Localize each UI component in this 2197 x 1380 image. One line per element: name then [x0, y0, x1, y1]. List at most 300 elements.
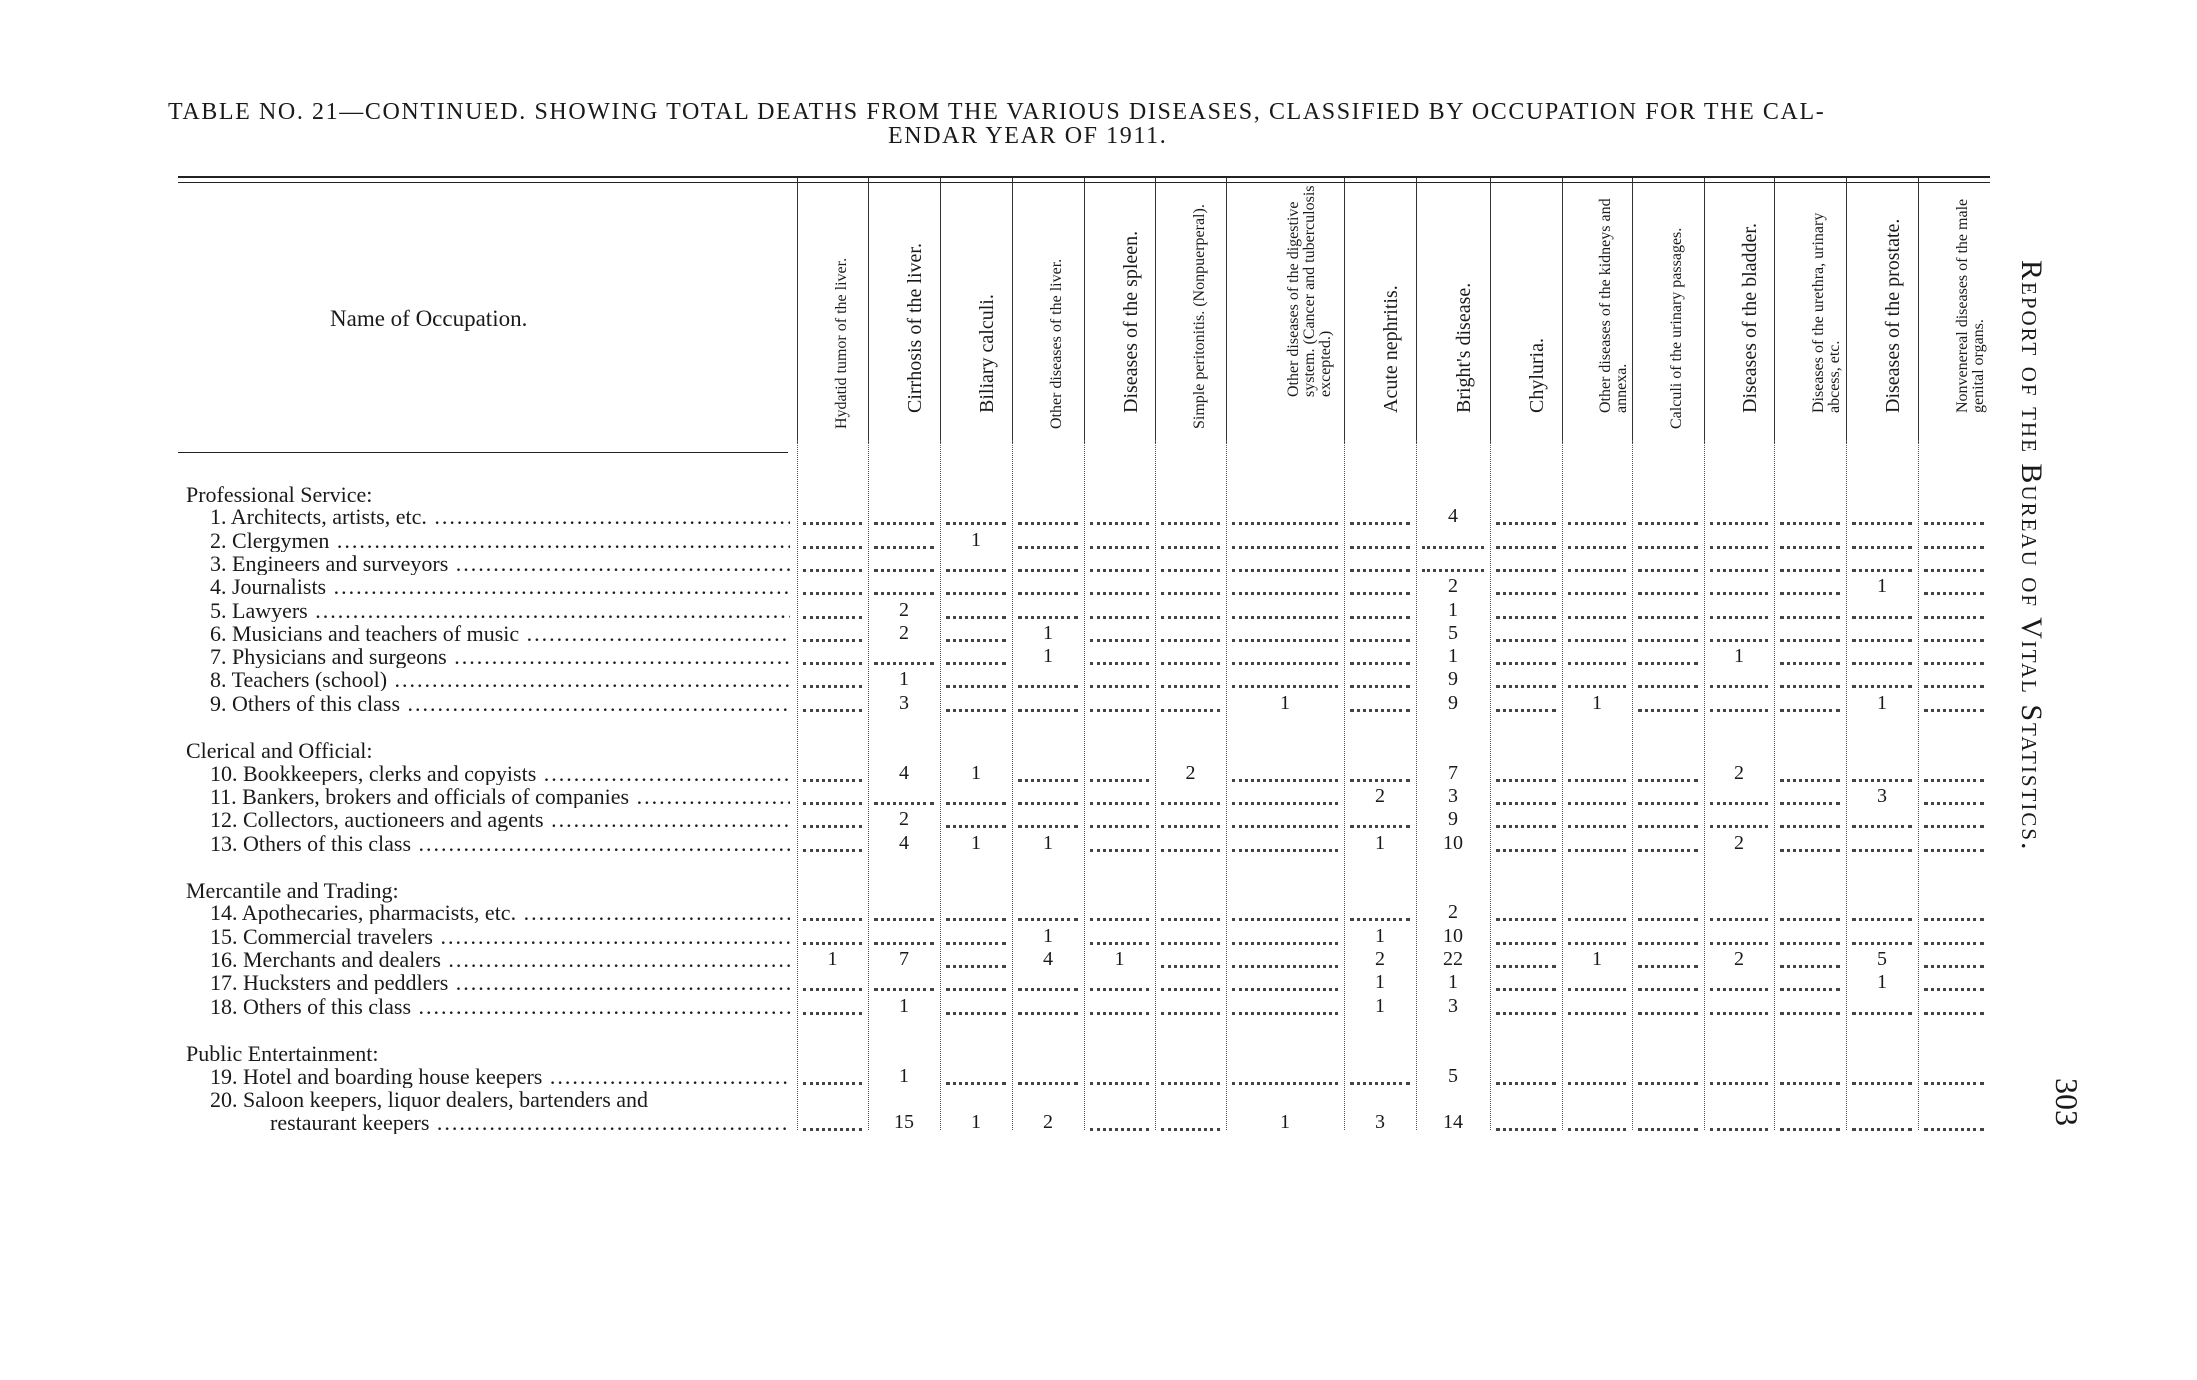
value-cell	[1852, 599, 1912, 619]
value-cell	[946, 785, 1006, 805]
value-cell	[1710, 1111, 1768, 1131]
value-cell	[946, 995, 1006, 1015]
value-cell	[874, 575, 934, 595]
table-row	[0, 762, 1990, 785]
column-header-label: Hydatid tumor of the liver.	[832, 257, 850, 429]
value-cell	[1568, 925, 1626, 945]
value-cell	[946, 948, 1006, 968]
value-cell	[1161, 971, 1220, 991]
value-cell	[1090, 1065, 1149, 1085]
value-cell	[1350, 692, 1410, 712]
value-cell	[803, 832, 862, 852]
value-cell: 2	[1375, 948, 1385, 970]
value-cell	[1638, 552, 1698, 572]
value-cell	[1350, 808, 1410, 828]
value-cell: 15	[894, 1111, 914, 1134]
value-cell	[1780, 645, 1840, 665]
value-cell	[1090, 808, 1149, 828]
value-cell	[1568, 645, 1626, 665]
value-cell	[1638, 925, 1698, 945]
value-cell	[1710, 995, 1768, 1015]
value-cell	[1710, 1065, 1768, 1085]
value-cell: 1	[899, 668, 909, 691]
value-cell	[1496, 808, 1556, 828]
occupation-label: 7. Physicians and surgeons .....	[210, 645, 790, 668]
value-cell	[803, 645, 862, 665]
value-cell	[1018, 762, 1078, 782]
column-header-label: Calculi of the urinary passages.	[1668, 227, 1685, 429]
value-cell	[1924, 1111, 1984, 1131]
value-cell	[1638, 971, 1698, 991]
value-cell	[1232, 808, 1338, 828]
value-cell	[1496, 971, 1556, 991]
value-cell	[946, 622, 1006, 642]
value-cell	[1780, 785, 1840, 805]
value-cell: 1	[1877, 575, 1887, 598]
value-cell	[1780, 762, 1840, 782]
value-cell	[1924, 622, 1984, 642]
value-cell	[1638, 995, 1698, 1015]
value-cell	[1568, 808, 1626, 828]
value-cell	[1161, 622, 1220, 642]
value-cell: 4	[1043, 948, 1053, 970]
value-cell	[1496, 622, 1556, 642]
occupation-label: 10. Bookkeepers, clerks and copyists .....	[210, 762, 790, 785]
value-cell	[1232, 505, 1338, 525]
value-cell	[1710, 575, 1768, 595]
table-row	[0, 552, 1990, 575]
value-cell	[1710, 552, 1768, 572]
value-cell	[1161, 599, 1220, 619]
table-row	[0, 575, 1990, 598]
occupation-label: 3. Engineers and surveyors .....	[210, 552, 790, 575]
value-cell	[1852, 645, 1912, 665]
value-cell	[803, 995, 862, 1015]
table-row	[0, 645, 1990, 668]
value-cell	[1852, 505, 1912, 525]
value-cell: 1	[1043, 831, 1053, 854]
value-cell	[1350, 505, 1410, 525]
value-cell	[1924, 599, 1984, 619]
value-cell	[1090, 832, 1149, 852]
value-cell: 1	[1280, 1111, 1290, 1134]
value-cell	[946, 599, 1006, 619]
value-cell: 1	[1375, 831, 1385, 854]
value-cell	[1924, 505, 1984, 525]
value-cell: 9	[1448, 691, 1458, 714]
value-cell	[1090, 785, 1149, 805]
value-cell	[803, 925, 862, 945]
value-cell	[1924, 529, 1984, 549]
value-cell	[1090, 995, 1149, 1015]
value-cell	[1924, 925, 1984, 945]
value-cell	[803, 971, 862, 991]
value-cell: 1	[971, 528, 981, 551]
value-cell	[1018, 785, 1078, 805]
value-cell	[1638, 762, 1698, 782]
value-cell	[1780, 552, 1840, 572]
value-cell	[1852, 832, 1912, 852]
value-cell: 7	[899, 948, 909, 970]
value-cell	[1780, 832, 1840, 852]
column-header-5	[1084, 178, 1156, 443]
table-row	[0, 785, 1990, 808]
page-number	[2049, 1078, 2095, 1138]
occupation-label: 14. Apothecaries, pharmacists, etc. .....	[210, 901, 790, 924]
value-cell	[1852, 1065, 1912, 1085]
value-cell	[1232, 552, 1338, 572]
value-cell	[1780, 1111, 1840, 1131]
value-cell	[1161, 692, 1220, 712]
value-cell	[1568, 1111, 1626, 1131]
value-cell	[1568, 529, 1626, 549]
value-cell: 5	[1877, 948, 1887, 970]
value-cell	[874, 505, 934, 525]
value-cell	[1924, 995, 1984, 1015]
column-header-8	[1344, 178, 1417, 443]
value-cell	[1568, 599, 1626, 619]
value-cell: 1	[971, 831, 981, 854]
value-cell	[1161, 948, 1220, 968]
title-line-1: TABLE NO. 21—CONTINUED. SHOWING TOTAL DEATHS FROM THE VARIOUS DISEASES, CLASSIFIED BY OCCUPATION FOR THE CAL-	[168, 99, 1826, 125]
value-cell	[1780, 995, 1840, 1015]
page-number-text: 303	[2049, 1078, 2085, 1126]
value-cell: 1	[1043, 645, 1053, 668]
value-cell	[1090, 505, 1149, 525]
value-cell	[1018, 529, 1078, 549]
value-cell	[1780, 808, 1840, 828]
value-cell	[1780, 925, 1840, 945]
value-cell: 1	[1877, 691, 1887, 714]
value-cell	[1780, 505, 1840, 525]
value-cell	[1018, 901, 1078, 921]
value-cell	[1924, 668, 1984, 688]
value-cell: 1	[827, 948, 838, 970]
value-cell	[1638, 645, 1698, 665]
value-cell	[1496, 785, 1556, 805]
value-cell	[1638, 901, 1698, 921]
group-heading: Professional Service:	[186, 482, 373, 507]
value-cell	[1350, 1065, 1410, 1085]
value-cell	[1161, 832, 1220, 852]
value-cell	[1852, 529, 1912, 549]
occupation-label: 17. Hucksters and peddlers .....	[210, 971, 790, 994]
value-cell	[1350, 645, 1410, 665]
value-cell	[1780, 901, 1840, 921]
value-cell	[946, 668, 1006, 688]
value-cell	[803, 1065, 862, 1085]
value-cell: 2	[899, 598, 909, 621]
occupation-label: 6. Musicians and teachers of music .....	[210, 622, 790, 645]
value-cell: 1	[1280, 691, 1290, 714]
value-cell	[803, 575, 862, 595]
value-cell	[1710, 785, 1768, 805]
value-cell	[1780, 948, 1840, 968]
value-cell: 4	[899, 831, 909, 854]
occupation-label-continued: restaurant keepers .....	[270, 1111, 790, 1134]
value-cell	[1496, 1065, 1556, 1085]
value-cell: 7	[1448, 761, 1458, 784]
value-cell	[1568, 901, 1626, 921]
table-row	[0, 622, 1990, 645]
value-cell	[946, 505, 1006, 525]
value-cell	[1780, 668, 1840, 688]
value-cell	[1232, 832, 1338, 852]
value-cell	[1568, 995, 1626, 1015]
value-cell: 1	[1375, 971, 1385, 994]
value-cell	[946, 692, 1006, 712]
value-cell	[1018, 575, 1078, 595]
table-row	[0, 599, 1990, 622]
table-row	[0, 995, 1990, 1018]
value-cell	[1496, 948, 1556, 968]
value-cell	[1710, 901, 1768, 921]
column-header-label: Other diseases of the digestive system. (Cancer and tuberculosis excepted.)	[1285, 185, 1334, 397]
value-cell	[1496, 995, 1556, 1015]
value-cell	[1232, 599, 1338, 619]
value-cell	[1090, 668, 1149, 688]
value-cell: 1	[971, 761, 981, 784]
occupation-label: 8. Teachers (school) .....	[210, 668, 790, 691]
value-cell	[1852, 901, 1912, 921]
column-header-13	[1704, 178, 1775, 443]
table-row	[0, 668, 1990, 691]
occupation-label: 2. Clergymen .....	[210, 529, 790, 552]
table-title	[168, 100, 1998, 148]
value-cell: 4	[899, 761, 909, 784]
column-header-label: Nonvenereal diseases of the male genital organs.	[1954, 198, 1987, 413]
column-header-label: Acute nephritis.	[1380, 285, 1402, 413]
value-cell	[946, 925, 1006, 945]
value-cell	[1568, 971, 1626, 991]
value-cell	[1568, 622, 1626, 642]
value-cell	[946, 808, 1006, 828]
value-cell	[1161, 668, 1220, 688]
value-cell	[1232, 529, 1338, 549]
value-cell	[1852, 808, 1912, 828]
value-cell	[1350, 622, 1410, 642]
value-cell	[803, 505, 862, 525]
value-cell	[1232, 645, 1338, 665]
column-header-label: Other diseases of the liver.	[1048, 258, 1065, 429]
value-cell	[1161, 645, 1220, 665]
occupation-label: 19. Hotel and boarding house keepers .....	[210, 1065, 790, 1088]
value-cell: 1	[1877, 971, 1887, 994]
value-cell: 1	[1592, 691, 1602, 714]
value-cell	[1350, 529, 1410, 549]
value-cell: 2	[899, 621, 909, 644]
value-cell	[803, 808, 862, 828]
value-cell: 3	[1448, 994, 1458, 1017]
table-row	[0, 692, 1990, 715]
value-cell	[1710, 599, 1768, 619]
value-cell: 3	[1375, 1111, 1385, 1134]
value-cell	[1090, 692, 1149, 712]
value-cell	[874, 971, 934, 991]
value-cell	[1710, 971, 1768, 991]
value-cell	[1161, 785, 1220, 805]
group-heading: Public Entertainment:	[186, 1041, 379, 1067]
running-head-text: Report of the Bureau of Vital Statistics.	[2015, 260, 2048, 852]
value-cell	[1924, 645, 1984, 665]
value-cell	[1924, 575, 1984, 595]
value-cell	[1852, 995, 1912, 1015]
value-cell: 14	[1443, 1111, 1463, 1134]
value-cell	[1090, 971, 1149, 991]
value-cell	[1638, 505, 1698, 525]
value-cell	[946, 645, 1006, 665]
column-header-label: Bright's disease.	[1453, 282, 1475, 413]
value-cell	[1232, 948, 1338, 968]
value-cell	[1780, 575, 1840, 595]
value-cell	[1018, 971, 1078, 991]
occupation-label: 20. Saloon keepers, liquor dealers, bartenders and	[210, 1087, 649, 1111]
value-cell	[1852, 622, 1912, 642]
value-cell	[1568, 832, 1626, 852]
value-cell	[1568, 505, 1626, 525]
value-cell: 2	[1448, 901, 1458, 924]
value-cell	[874, 645, 934, 665]
value-cell	[1350, 668, 1410, 688]
value-cell	[1090, 599, 1149, 619]
value-cell	[1350, 599, 1410, 619]
value-cell	[946, 575, 1006, 595]
value-cell	[1161, 1065, 1220, 1085]
occupation-label: 16. Merchants and dealers .....	[210, 948, 790, 971]
column-header-label: Biliary calculi.	[976, 294, 998, 413]
occupation-label: 5. Lawyers .....	[210, 599, 790, 622]
column-header-9	[1416, 178, 1491, 443]
value-cell: 1	[1592, 948, 1602, 970]
value-cell	[1018, 552, 1078, 572]
value-cell	[1710, 692, 1768, 712]
value-cell	[803, 599, 862, 619]
column-header-label: Diseases of the prostate.	[1882, 218, 1904, 413]
value-cell	[1780, 692, 1840, 712]
occupation-label: 12. Collectors, auctioneers and agents .....	[210, 808, 790, 831]
value-cell: 2	[899, 808, 909, 831]
value-cell	[803, 529, 862, 549]
value-cell: 4	[1448, 505, 1458, 528]
value-cell	[1232, 668, 1338, 688]
value-cell	[1496, 529, 1556, 549]
value-cell	[1232, 622, 1338, 642]
table-row	[0, 808, 1990, 831]
value-cell: 10	[1443, 924, 1463, 947]
value-cell	[1638, 832, 1698, 852]
value-cell: 1	[1448, 598, 1458, 621]
value-cell	[1018, 599, 1078, 619]
value-cell	[1090, 762, 1149, 782]
value-cell	[1924, 808, 1984, 828]
value-cell	[1090, 622, 1149, 642]
column-header-7	[1226, 178, 1345, 443]
value-cell	[874, 925, 934, 945]
value-cell	[1924, 692, 1984, 712]
value-cell	[1350, 901, 1410, 921]
column-header-label: Diseases of the spleen.	[1119, 230, 1142, 413]
table-row	[0, 1087, 1990, 1135]
column-header-1	[797, 178, 869, 443]
value-cell	[1852, 925, 1912, 945]
value-cell	[1780, 1065, 1840, 1085]
value-cell: 9	[1448, 808, 1458, 831]
value-cell	[946, 901, 1006, 921]
occupation-label: 1. Architects, artists, etc. .....	[210, 505, 790, 528]
value-cell: 1	[971, 1111, 981, 1134]
name-of-occupation-header: Name of Occupation.	[330, 306, 528, 331]
column-header-14	[1774, 178, 1847, 443]
value-cell: 1	[1043, 924, 1053, 947]
value-cell	[1924, 785, 1984, 805]
value-cell: 2	[1043, 1111, 1053, 1134]
table-row	[0, 1065, 1990, 1088]
column-header-11	[1562, 178, 1633, 443]
value-cell	[1090, 1111, 1149, 1131]
table-row	[0, 832, 1990, 855]
value-cell: 2	[1448, 575, 1458, 598]
value-cell: 1	[1734, 645, 1744, 668]
value-cell	[1924, 552, 1984, 572]
column-header-10	[1490, 178, 1563, 443]
value-cell	[1496, 925, 1556, 945]
value-cell: 2	[1375, 784, 1385, 807]
value-cell	[1018, 995, 1078, 1015]
column-header-label: Chyluria.	[1526, 338, 1548, 413]
value-cell	[803, 692, 862, 712]
value-cell	[1638, 1111, 1698, 1131]
value-cell	[1638, 599, 1698, 619]
value-cell: 5	[1448, 621, 1458, 644]
value-cell	[1018, 692, 1078, 712]
value-cell: 1	[1375, 924, 1385, 947]
value-cell: 5	[1448, 1064, 1458, 1087]
value-cell	[1780, 599, 1840, 619]
value-cell	[1350, 762, 1410, 782]
value-cell	[1161, 552, 1220, 572]
occupation-label: 15. Commercial travelers .....	[210, 925, 790, 948]
value-cell	[1232, 971, 1338, 991]
value-cell	[803, 552, 862, 572]
value-cell	[874, 785, 934, 805]
value-cell: 1	[1375, 994, 1385, 1017]
table-row	[0, 529, 1990, 552]
value-cell	[1090, 901, 1149, 921]
value-cell	[1496, 552, 1556, 572]
column-header-4	[1012, 178, 1085, 443]
column-header-label: Cirrhosis of the liver.	[904, 243, 926, 413]
value-cell: 2	[1734, 831, 1744, 854]
value-cell	[1496, 692, 1556, 712]
value-cell	[1232, 575, 1338, 595]
column-header-15	[1846, 178, 1919, 443]
value-cell	[1090, 925, 1149, 945]
value-cell: 9	[1448, 668, 1458, 691]
occupation-label: 4. Journalists .....	[210, 575, 790, 598]
value-cell: 3	[1877, 784, 1887, 807]
value-cell	[1496, 575, 1556, 595]
value-cell	[946, 552, 1006, 572]
value-cell	[1018, 808, 1078, 828]
value-cell: 1	[1043, 621, 1053, 644]
value-cell	[1638, 808, 1698, 828]
value-cell	[1568, 668, 1626, 688]
value-cell	[1924, 948, 1984, 968]
value-cell: 1	[1448, 971, 1458, 994]
value-cell	[803, 668, 862, 688]
value-cell	[1422, 529, 1484, 549]
value-cell	[1018, 1065, 1078, 1085]
